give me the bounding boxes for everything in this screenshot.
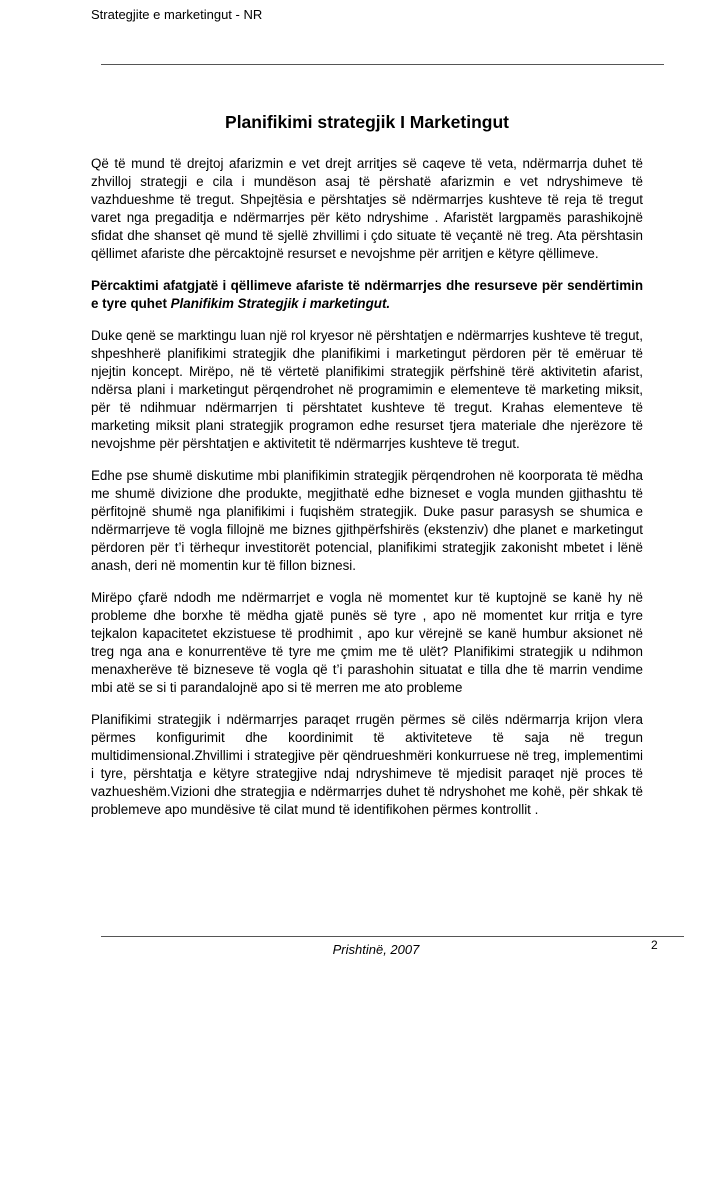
footer-place-date: Prishtinë, 2007 [332, 942, 420, 957]
paragraph-marketing-role: Duke qenë se marktingu luan një rol kryesor në përshtatjen e ndërmarrjes kushteve të tregut, shpeshherë planifikimi strategjik dhe planifikimi i marketingut përdoren për të emëruar të njejtin koncept. Mirëpo, në të vërtetë planifikimi strategjik përfshinë tërë aktivitetin afarist, ndërsa plani i marketingut përqendrohet në programimin e elementeve të marketing miksit, për të ndihmuar ndërmarrjen ti përshtatet kushteve të tregut. Krahas elementeve të marketing miksit plani strategjik programon edhe resurset tjera materiale dhe njerëzore të nevojshme për përshtatjen e aktivitetit të ndërmarrjes kushteve të tregut. [91, 328, 643, 451]
paragraph-definition [91, 277, 643, 313]
running-title: Strategjite e marketingut - NR [91, 7, 263, 22]
paragraph-problems: Mirëpo çfarë ndodh me ndërmarrjet e vogla në momentet kur të kuptojnë se kanë hy në probleme dhe borxhe të mëdha gjatë punës së tyre , apo në momentet kur rritja e tyre tejkalon kapacitetet ekzistuese të prodhimit , apo kur vërejnë se kanë humbur aksionet në treg nga ana e konurrentëve të tyre me çmim me të ulët? Planifikimi strategjik u ndihmon menaxherëve të bizneseve të vogla që t’i parashohin situatat e tilla dhe të marrin vendime mbi atë se si ti parandalojnë apo si të merren me ato probleme [91, 590, 643, 695]
document-body [91, 155, 643, 833]
paragraph-intro: Që të mund të drejtoj afarizmin e vet drejt arritjes së caqeve të veta, ndërmarrja duhet të zhvilloj strategji e cila i mundëson asaj të përshatë afarizmin e vet ndryshimeve të vazhdueshme të tregut. Shpejtësia e përshtatjes së ndërmarrjes kushteve të reja të tregut varet nga pregaditja e ndërmarrjes për këto ndryshime . Afaristët largpamës parashikojnë sfidat dhe shanset që mund të sjellë zhvillimi i çdo situate të veçantë në treg. Ata përshtasin qëllimet afariste dhe përcaktojnë resurset e nevojshme për arritjen e këtyre qëllimeve. [91, 156, 643, 261]
footer-divider [101, 936, 684, 937]
document-title: Planifikimi strategjik I Marketingut [225, 112, 509, 132]
definition-term: Planifikim Strategjik i marketingut. [170, 296, 391, 311]
page-number: 2 [651, 938, 658, 952]
paragraph-small-business: Edhe pse shumë diskutime mbi planifikimin strategjik përqendrohen në koorporata të mëdha me shumë divizione dhe produkte, megjithatë edhe bizneset e vogla munden gjithashtu të përfitojnë shumë nga planifikimi i fuqishëm strategjik. Duke pasur parasysh se shumica e ndërmarrjeve të vogla fillojnë me biznes gjithpërfshirës (ekstenziv) dhe planet e marketingut përdoren për t’i tërhequr investitorët potencial, planifikimi strategjik zakonisht mbetet i lënë anash, deri në momentin kur të fillon biznesi. [91, 468, 643, 573]
definition-text: Përcaktimi afatgjatë i qëllimeve afariste të ndërmarrjes dhe resurseve për sendërtimin e tyre quhet [91, 278, 643, 311]
paragraph-strategic-planning: Planifikimi strategjik i ndërmarrjes paraqet rrugën përmes së cilës ndërmarrja krijon vlera përmes konfigurimit dhe koordinimit të aktiviteteve të saja në tregun multidimensional.Zhvillimi i strategjive për qëndrueshmëri konkurruese në treg, implementimi i tyre, përshtatja e këtyre strategjive ndaj ndryshimeve të mjedisit paraqet një proces të vazhueshëm.Vizioni dhe strategjia e ndërmarrjes duhet të ndryshohet me kohë, për shkak të problemeve apo mundësive të cilat mund të identifikohen përmes kontrollit . [91, 712, 643, 817]
header-divider [101, 64, 664, 65]
